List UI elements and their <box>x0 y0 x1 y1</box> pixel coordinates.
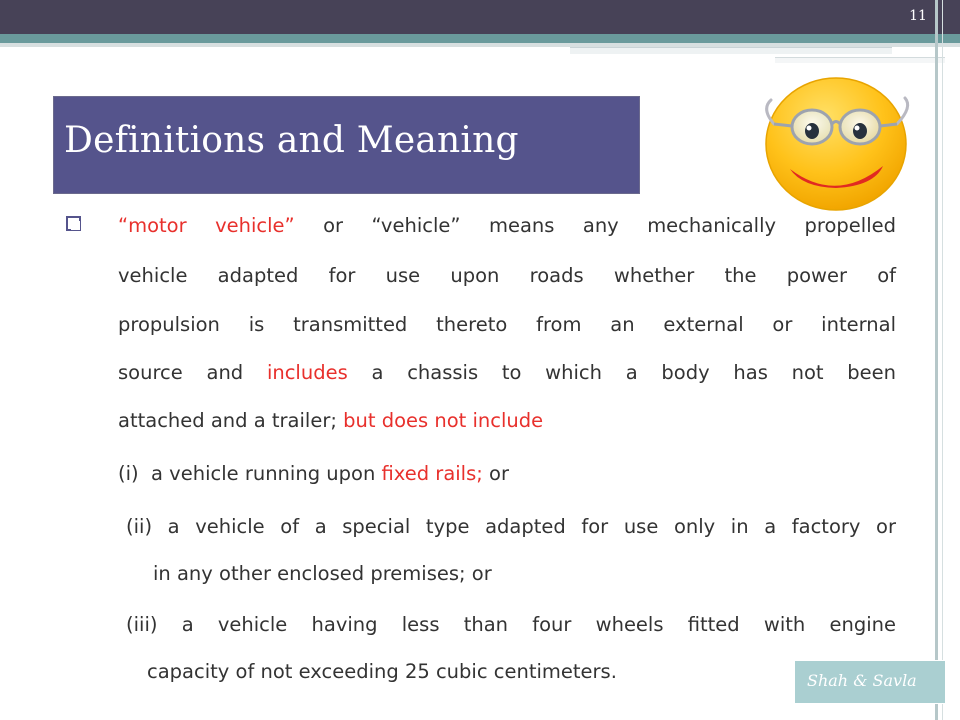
list-item-i <box>118 462 509 485</box>
list-item-iii-line-2: capacity of not exceeding 25 cubic centimeters. <box>147 660 617 683</box>
list-item-i-suffix: or <box>482 462 509 485</box>
definition-line-4-pre: source and <box>118 361 244 384</box>
list-item-ii-line-2: in any other enclosed premises; or <box>153 562 492 585</box>
definition-line-5 <box>118 409 896 432</box>
definition-line-1-text: or “vehicle” means any mechanically propelled <box>323 214 896 237</box>
highlight-fixed-rails: fixed rails; <box>381 462 483 485</box>
page-title: Definitions and Meaning <box>64 120 519 161</box>
definition-line-5-pre: attached and a trailer; <box>118 409 337 432</box>
list-item-iii-line-1: (iii) a vehicle having less than four wheels fitted with engine <box>126 613 896 636</box>
list-item-i-prefix: (i) a vehicle running upon <box>118 462 382 485</box>
footer-box <box>794 660 946 704</box>
definition-line-1 <box>118 214 896 237</box>
footer-author: Shah & Savla <box>807 671 917 690</box>
checkbox-bullet-icon <box>66 216 81 231</box>
definition-line-3: propulsion is transmitted thereto from an external or internal <box>118 313 896 336</box>
highlight-does-not-include: but does not include <box>343 409 544 432</box>
definition-line-4-post: a chassis to which a body has not been <box>371 361 897 384</box>
definition-line-4 <box>118 361 896 384</box>
highlight-includes: includes <box>266 361 348 384</box>
page-number: 11 <box>909 8 927 24</box>
term-motor-vehicle: “motor vehicle” <box>118 214 295 237</box>
list-item-ii-line-1: (ii) a vehicle of a special type adapted for use only in a factory or <box>126 515 896 538</box>
definition-line-2: vehicle adapted for use upon roads whether the power of <box>118 264 896 287</box>
